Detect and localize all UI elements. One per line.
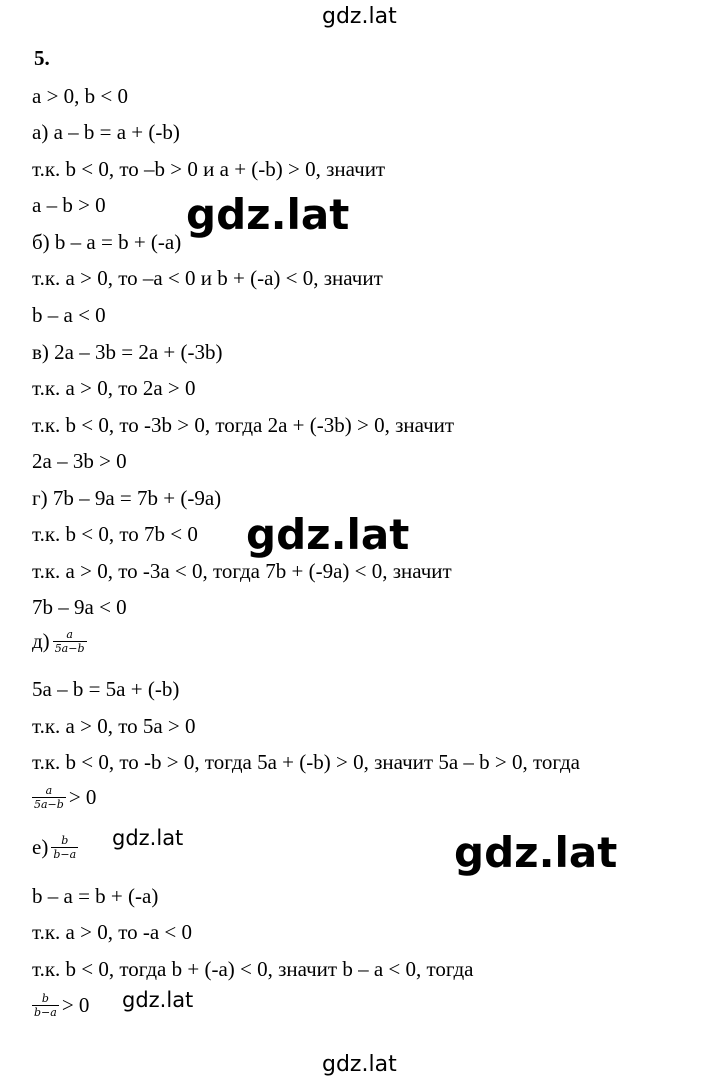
- fraction: [32, 784, 66, 811]
- watermark-large: gdz.lat: [246, 510, 410, 559]
- solution-line: 7b – 9a < 0: [32, 595, 127, 619]
- fraction-denominator: 5a−b: [54, 642, 85, 655]
- result-comparison: > 0: [68, 785, 97, 809]
- fraction-denominator: 5a−b: [34, 798, 64, 811]
- solution-line: т.к. b < 0, то 7b < 0: [32, 522, 198, 546]
- fraction-numerator: b: [61, 834, 69, 847]
- solution-line: т.к. a > 0, то –a < 0 и b + (-a) < 0, значит: [32, 266, 383, 290]
- watermark-bottom: gdz.lat: [322, 1052, 397, 1077]
- solution-line: т.к. b < 0, то -3b > 0, тогда 2a + (-3b) > 0, значит: [32, 413, 455, 437]
- solution-line: в) 2a – 3b = 2a + (-3b): [32, 340, 223, 364]
- solution-line: а) a – b = a + (-b): [32, 120, 180, 144]
- solution-line: b – a = b + (-a): [32, 884, 159, 908]
- watermark-large: gdz.lat: [186, 190, 350, 239]
- solution-line: б) b – a = b + (-a): [32, 230, 182, 254]
- solution-line: a – b > 0: [32, 193, 106, 217]
- solution-line: г) 7b – 9a = 7b + (-9a): [32, 486, 222, 510]
- problem-number: 5.: [34, 46, 50, 70]
- fraction: [53, 628, 87, 655]
- solution-line: т.к. b < 0, то -b > 0, тогда 5a + (-b) > 0, значит 5a – b > 0, тогда: [32, 750, 580, 774]
- part-d-result: [32, 784, 96, 811]
- watermark-top: gdz.lat: [322, 4, 397, 29]
- watermark-small: gdz.lat: [112, 826, 184, 850]
- solution-line: т.к. b < 0, тогда b + (-a) < 0, значит b – a < 0, тогда: [32, 957, 474, 981]
- watermark-large: gdz.lat: [454, 828, 618, 877]
- solution-line: т.к. b < 0, то –b > 0 и a + (-b) > 0, значит: [32, 157, 386, 181]
- fraction: [51, 834, 78, 861]
- fraction-denominator: b−a: [53, 848, 77, 861]
- fraction-denominator: b−a: [34, 1006, 57, 1019]
- fraction: [32, 992, 59, 1019]
- part-d-label: д): [32, 629, 50, 653]
- solution-line: a > 0, b < 0: [32, 84, 129, 108]
- fraction-numerator: a: [45, 784, 53, 797]
- solution-line: т.к. a > 0, то 5a > 0: [32, 714, 196, 738]
- solution-line: b – a < 0: [32, 303, 106, 327]
- part-e-result: [32, 992, 89, 1019]
- fraction-numerator: b: [41, 992, 49, 1005]
- solution-line: т.к. a > 0, то 2a > 0: [32, 376, 196, 400]
- result-comparison: > 0: [61, 993, 90, 1017]
- watermark-small: gdz.lat: [122, 988, 194, 1012]
- solution-line: 2a – 3b > 0: [32, 449, 127, 473]
- part-e-header: [32, 834, 81, 861]
- fraction-numerator: a: [66, 628, 73, 641]
- solution-line: т.к. a > 0, то -3a < 0, тогда 7b + (-9a) < 0, значит: [32, 559, 452, 583]
- solution-line: т.к. a > 0, то -a < 0: [32, 920, 193, 944]
- part-d-header: [32, 628, 90, 655]
- solution-line: 5a – b = 5a + (-b): [32, 677, 180, 701]
- part-e-label: е): [32, 835, 49, 859]
